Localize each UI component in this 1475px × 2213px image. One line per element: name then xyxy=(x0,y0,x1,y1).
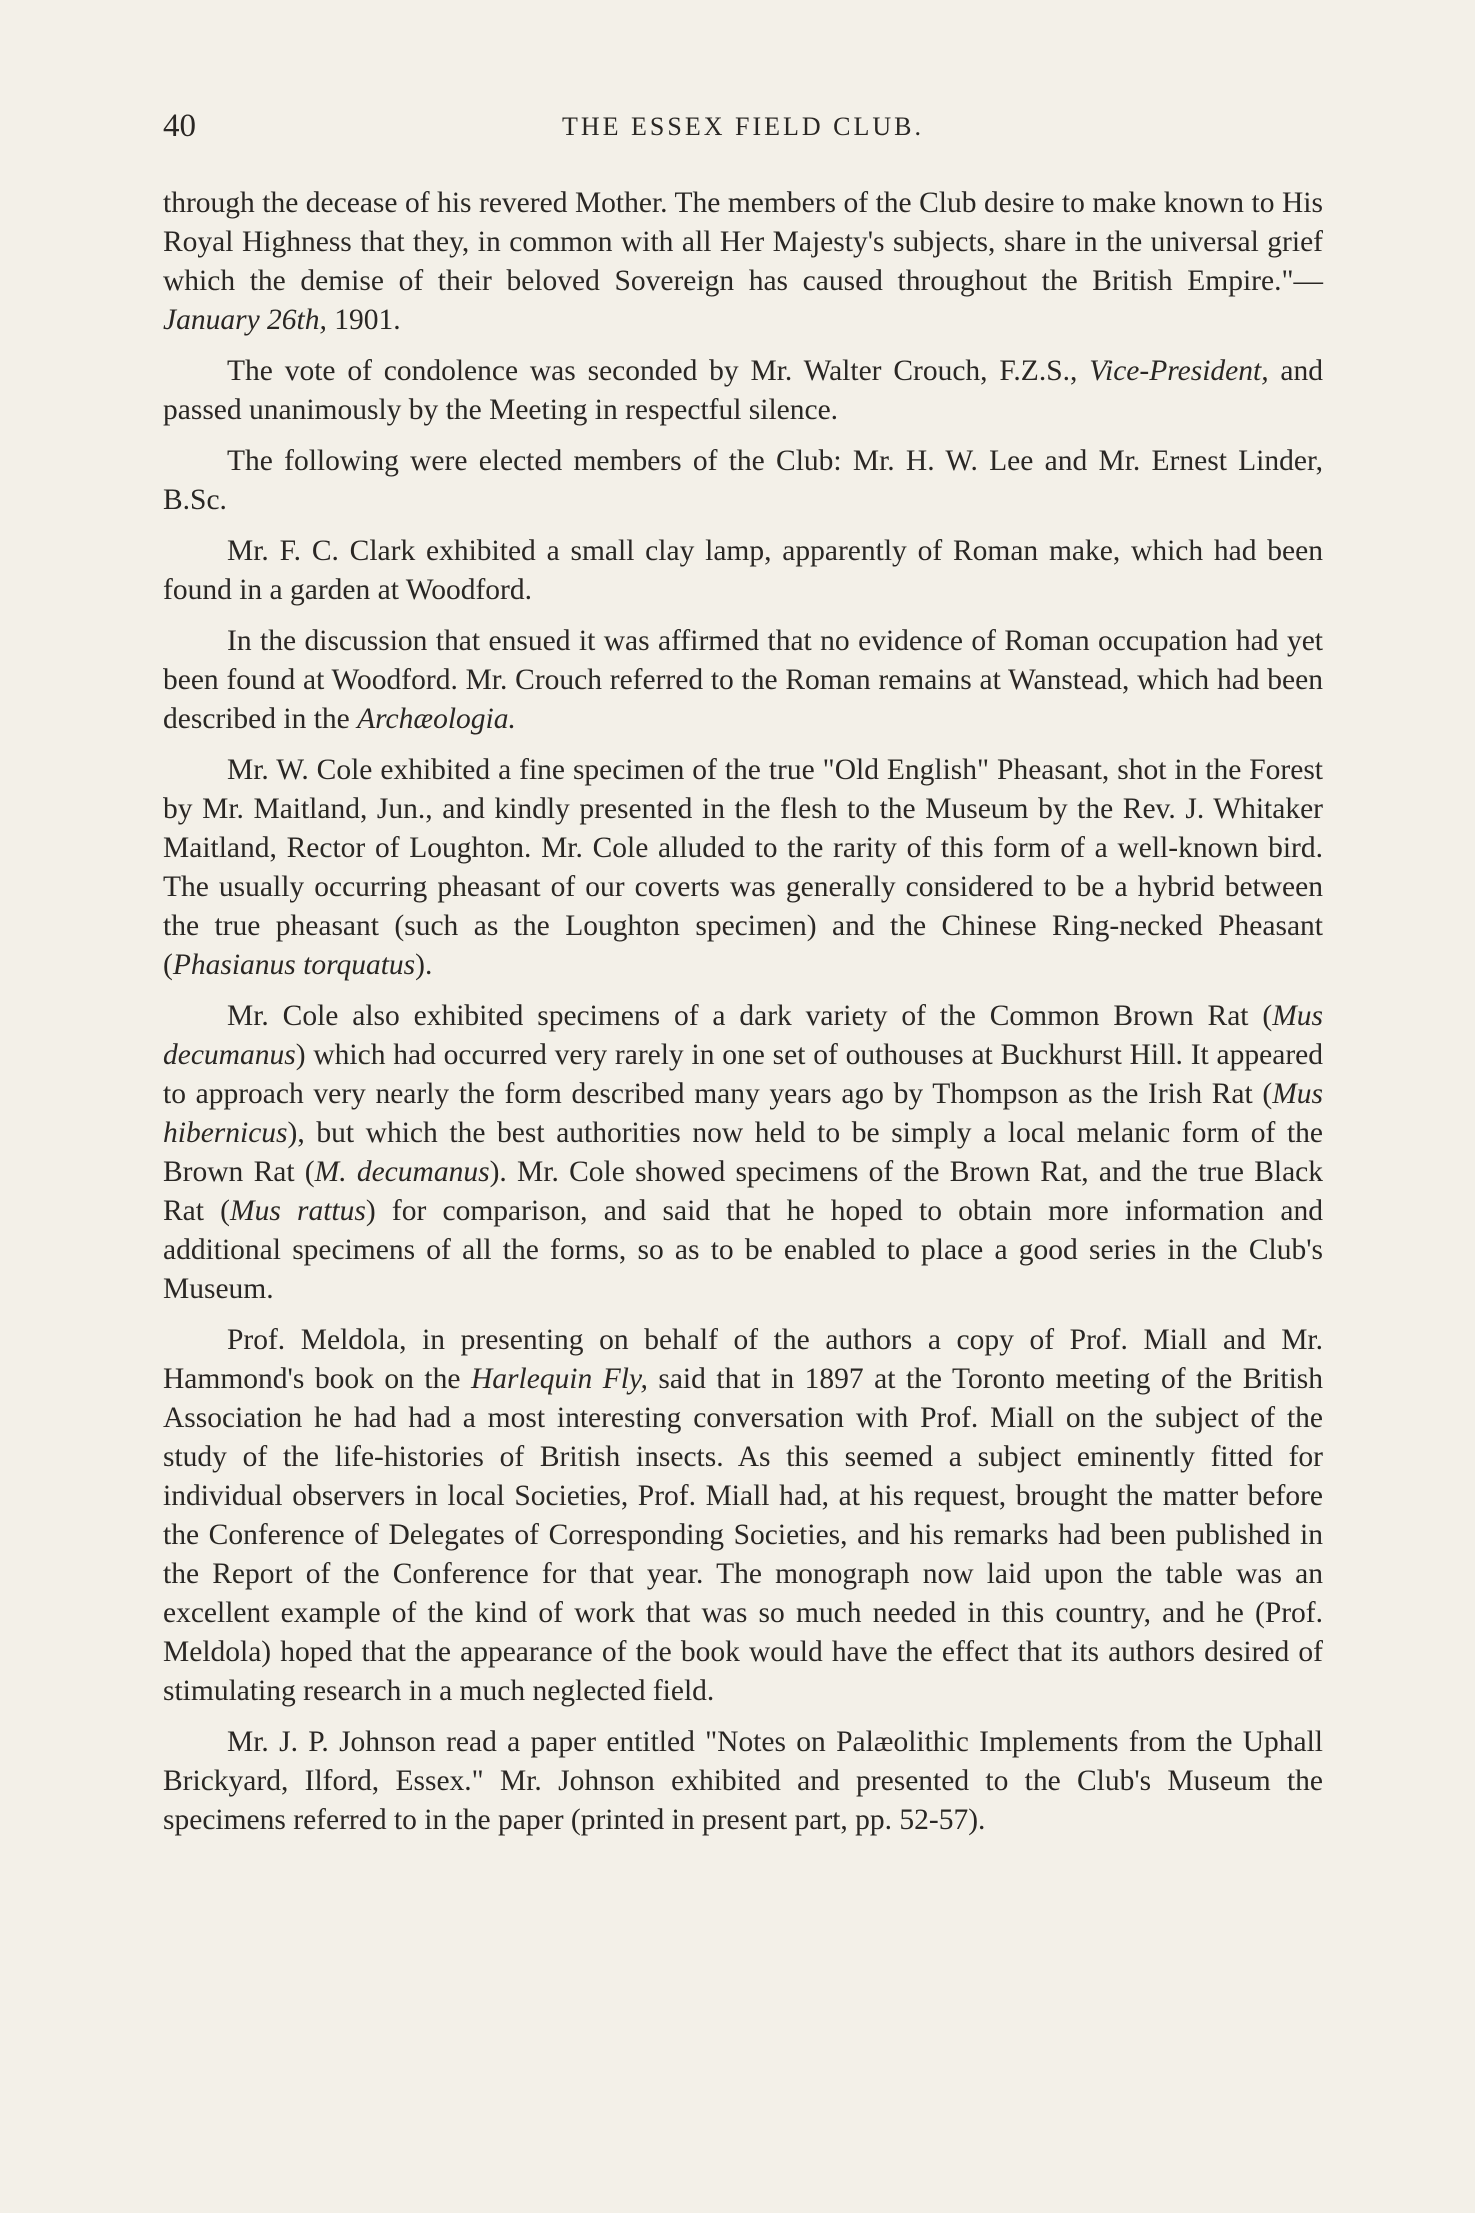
running-head: THE ESSEX FIELD CLUB. xyxy=(562,112,924,141)
page-header xyxy=(163,108,1323,152)
text-run: The vote of condolence was seconded by Mr. Walter Crouch, F.Z.S., xyxy=(227,355,1090,387)
italic-publication: Archæologia. xyxy=(357,703,516,735)
paragraph-brown-rat xyxy=(163,997,1323,1309)
text-run: ) which had occurred very rarely in one set of outhouses at Buckhurst Hill. It appeared to approach very nearly the form described many years ago by Thompson as the Irish Rat ( xyxy=(163,1039,1323,1110)
text-run: Mr. Cole also exhibited specimens of a dark variety of the Common Brown Rat ( xyxy=(227,1000,1273,1032)
paragraph-roman-discussion xyxy=(163,622,1323,739)
italic-book-title: Harlequin Fly, xyxy=(470,1363,648,1395)
paragraph-continued xyxy=(163,184,1323,340)
text-run: Mr. F. C. Clark exhibited a small clay lamp, apparently of Roman make, which had been found in a garden at Woodford. xyxy=(163,535,1323,606)
text-run: Prof. Meldola, in presenting on behalf of the authors a copy of Prof. Miall and Mr. Hammond's book on the xyxy=(163,1324,1323,1395)
text-run: Mr. J. P. Johnson read a paper entitled "Notes on Palæolithic Implements from the Uphall Brickyard, Ilford, Essex." Mr. Johnson exhibited and presented to the Club's Museum the specimens referred to in the paper (printed in present part, pp. 52-57). xyxy=(163,1726,1323,1836)
italic-species-name: Mus decumanus xyxy=(163,1000,1323,1071)
italic-species-name: Phasianus torquatus xyxy=(172,949,416,981)
paragraph-new-members xyxy=(163,442,1323,520)
text-run: In the discussion that ensued it was affirmed that no evidence of Roman occupation had yet been found at Woodford. Mr. Crouch referred to the Roman remains at Wanstead, which had been described in the xyxy=(163,625,1323,735)
text-run: and passed unanimously by the Meeting in respectful silence. xyxy=(163,355,1324,426)
text-run: ) for comparison, and said that he hoped to obtain more information and additional specimens of all the forms, so as to be enabled to place a good series in the Club's Museum. xyxy=(163,1195,1323,1305)
page-number: 40 xyxy=(163,108,196,144)
paragraph-harlequin-fly xyxy=(163,1321,1323,1711)
text-run: ), but which the best authorities now held to be simply a local melanic form of the Brown Rat ( xyxy=(163,1117,1323,1188)
italic-species-name: Mus hibernicus xyxy=(163,1078,1323,1149)
text-run: The following were elected members of the Club: Mr. H. W. Lee and Mr. Ernest Linder, B.Sc. xyxy=(163,445,1323,516)
italic-species-name: M. decumanus xyxy=(314,1156,490,1188)
italic-date: January 26th, xyxy=(163,304,327,336)
paragraph-pheasant xyxy=(163,751,1323,985)
text-run: 1901. xyxy=(326,304,401,336)
italic-title: Vice-President, xyxy=(1089,355,1269,387)
text-run: said that in 1897 at the Toronto meeting of the British Association he had had a most interesting conversation with Prof. Miall on the subject of the study of the life-histories of British insects. As this seemed a subject eminently fitted for individual observers in local Societies, Prof. Miall had, at his request, brought the matter before the Conference of Delegates of Corresponding Societies, and his remarks had been published in the Report of the Conference for that year. The monograph now laid upon the table was an excellent example of the kind of work that was so much needed in this country, and he (Prof. Meldola) hoped that the appearance of the book would have the effect that its authors desired of stimulating research in a much neglected field. xyxy=(163,1363,1324,1707)
text-run: Mr. W. Cole exhibited a fine specimen of the true "Old English" Pheasant, shot in the Forest by Mr. Maitland, Jun., and kindly presented in the flesh to the Museum by the Rev. J. Whitaker Maitland, Rector of Loughton. Mr. Cole alluded to the rarity of this form of a well-known bird. The usually occurring pheasant of our coverts was generally considered to be a hybrid between the true pheasant (such as the Loughton specimen) and the Chinese Ring-necked Pheasant ( xyxy=(163,754,1323,981)
paragraph-vote-of-condolence xyxy=(163,352,1323,430)
paragraph-clay-lamp xyxy=(163,532,1323,610)
italic-species-name: Mus rattus xyxy=(230,1195,366,1227)
text-run: ). xyxy=(415,949,433,981)
body-text xyxy=(163,184,1323,1852)
text-run: ). Mr. Cole showed specimens of the Brown Rat, and the true Black Rat ( xyxy=(163,1156,1324,1227)
text-run: through the decease of his revered Mother. The members of the Club desire to make known to His Royal Highness that they, in common with all Her Majesty's subjects, share in the universal grief which the demise of their beloved Sovereign has caused throughout the British Empire."— xyxy=(163,187,1323,297)
paragraph-palaeolithic-paper xyxy=(163,1723,1323,1840)
